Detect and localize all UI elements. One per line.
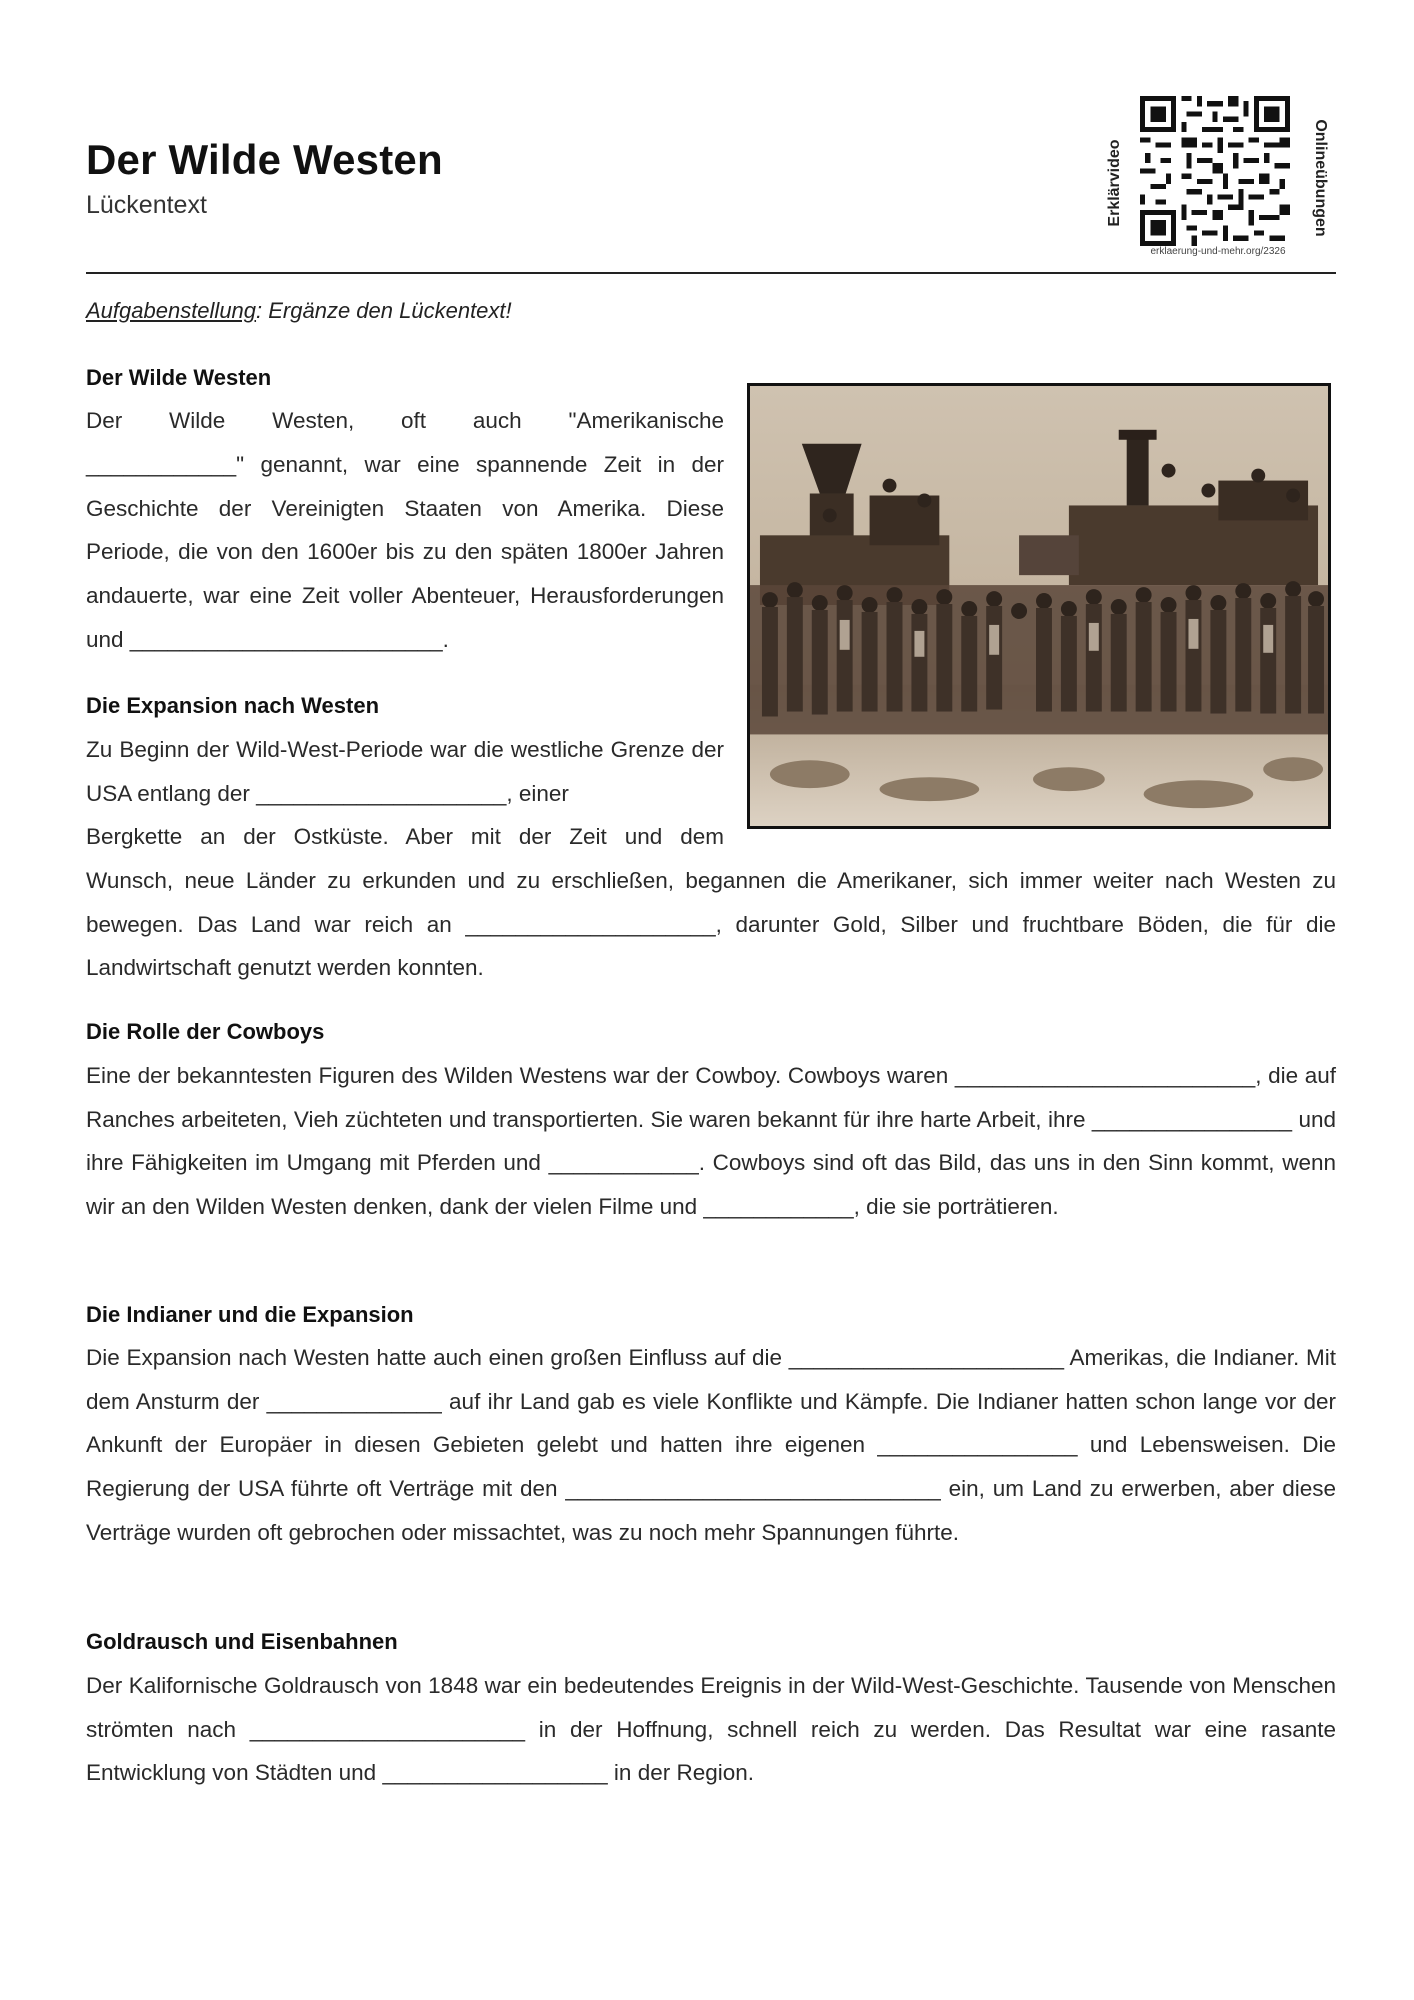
section-text-expansion-narrow: Zu Beginn der Wild-West-Periode war die westliche Grenze der USA entlang der ____________________, einer [86,737,724,806]
section-heading-expansion: Die Expansion nach Westen [86,693,380,718]
page-title: Der Wilde Westen [86,136,443,183]
section-text-cowboys: Eine der bekanntesten Figuren des Wilden Westens war der Cowboy. Cowboys waren ________________________, die auf Ranches arbeiteten, Vieh züchteten und transportierten. Sie waren bekannt für ihre harte Arbeit, ihre ________________ und ihre Fähigkeiten im Umgang mit Pferden und ____________. Cowboys sind oft das Bild, das uns in den Sinn kommt, wenn wir an den Wilden Westen denken, dank der vielen Filme und ____________, die sie porträtieren. [86,1063,1336,1220]
section-text-wilder-westen: ____________" genannt, war eine spannende Zeit in der Geschichte der Vereinigten Staaten von Amerika. Diese Periode, die von den 1600er bis zu den späten 1800er Jahren andauerte, war eine Zeit voller Abenteuer, Herausforderungen und _________________________. [86,452,724,652]
section-text-goldrausch: Der Kalifornische Goldrausch von 1848 war ein bedeutendes Ereignis in der Wild-West-Geschichte. Tausende von Menschen strömten nach ______________________ in der Hoffnung, schnell reich zu werden. Das Resultat war eine rasante Entwicklung von Städten und __________________ in der Region. [86,1673,1336,1786]
qr-label-exercises-text: Onlineübungen [1312,119,1329,237]
section-heading-goldrausch: Goldrausch und Eisenbahnen [86,1629,398,1654]
section-text-expansion-line-end: Bergkette an der Ostküste. Aber mit der Zeit und dem [86,824,724,849]
photo-illustration [750,386,1328,826]
section-text-indianer: Die Expansion nach Westen hatte auch einen großen Einfluss auf die ______________________ Amerikas, die Indianer. Mit dem Ansturm der ______________ auf ihr Land gab es viele Konflikte und Kämpfe. Die Indianer hatten schon lange vor der Ankunft der Europäer in diesen Gebieten gelebt und hatten ihre eigenen ________________ und Lebensweisen. Die Regierung der USA führte oft Verträge mit den ______________________________ ein, um Land zu erwerben, aber diese Verträge wurden oft gebrochen oder missachtet, was zu noch mehr Spannungen führte. [86,1345,1336,1545]
page-subtitle: Lückentext [86,191,207,219]
qr-label-video [1103,128,1127,238]
section-text-expansion-wide: Wunsch, neue Länder zu erkunden und zu erschließen, begannen die Amerikaner, sich immer weiter nach Westen zu bewegen. Das Land war reich an ____________________, darunter Gold, Silber und fruchtbare Böden, die für die Landwirtschaft genutzt werden konnten. [86,868,1336,981]
historic-railroad-photo [747,383,1331,829]
section-heading-wilder-westen: Der Wilde Westen [86,365,272,390]
header-divider [86,272,1336,274]
qr-label-video-text: Erklärvideo [1106,139,1123,227]
section-heading-indianer: Die Indianer und die Expansion [86,1302,414,1327]
task-instruction [86,298,512,324]
task-label: Aufgabenstellung [86,298,257,323]
task-text: : Ergänze den Lückentext! [256,298,512,323]
qr-url[interactable]: erklaerung-und-mehr.org/2326 [1150,246,1286,257]
section-text-wilder-westen-line1: Der Wilde Westen, oft auch "Amerikanische [86,408,724,433]
qr-code-icon[interactable] [1140,96,1290,246]
qr-label-exercises [1308,103,1332,253]
section-heading-cowboys: Die Rolle der Cowboys [86,1019,325,1044]
